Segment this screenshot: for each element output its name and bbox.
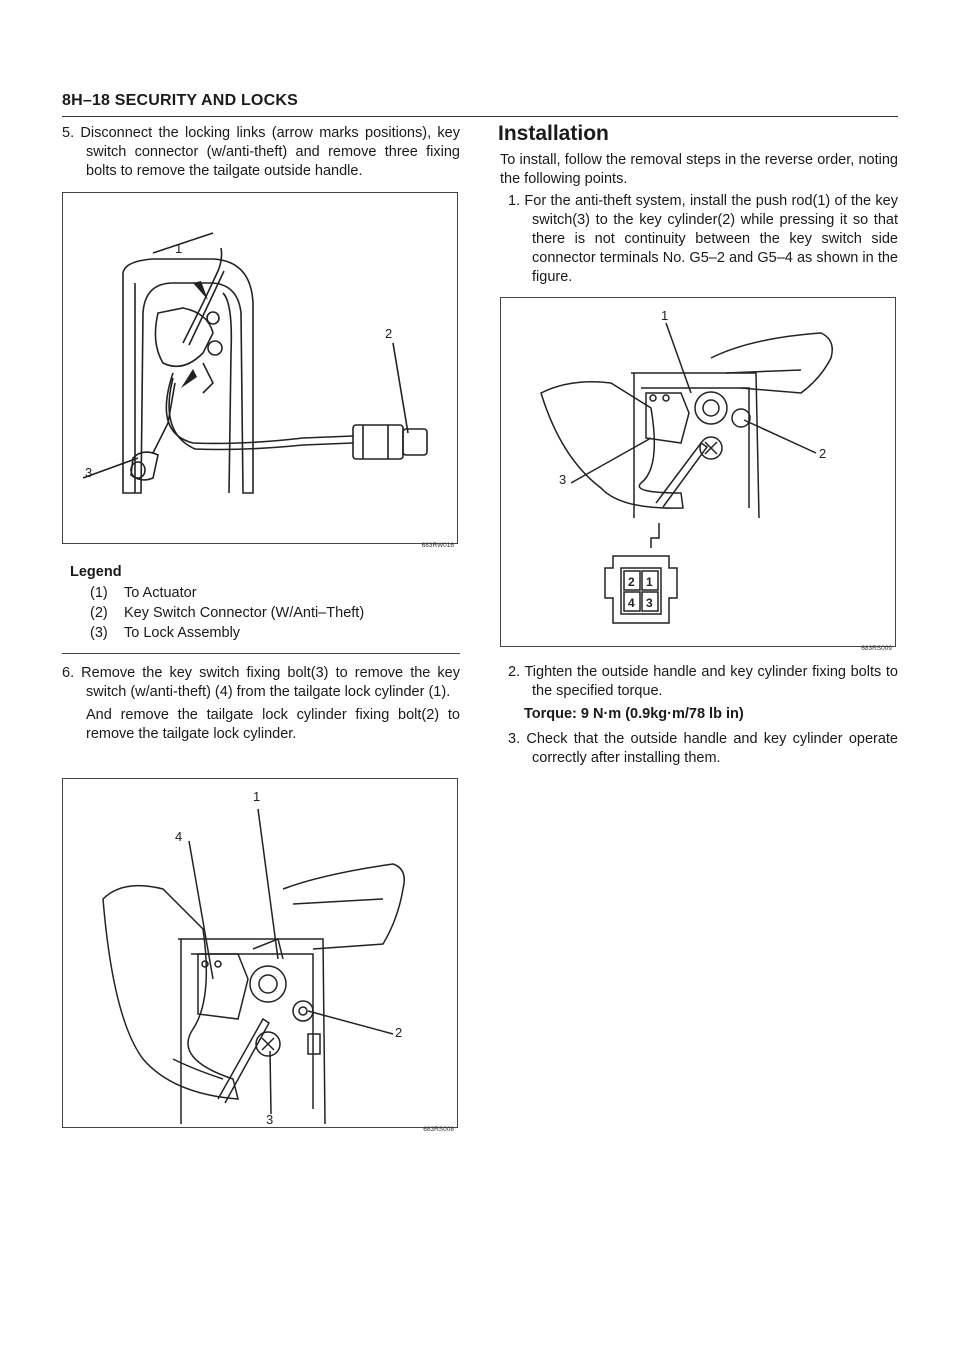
section-heading: Installation: [498, 122, 609, 145]
terminal-1: 1: [646, 575, 653, 589]
step-2: 2. Tighten the outside handle and key cylinder fixing bolts to the specified torque.: [508, 664, 898, 699]
callout-3: 3: [559, 472, 567, 487]
intro-text: To install, follow the removal steps in the reverse order, noting the following points.: [500, 152, 898, 187]
legend-item: (1) To Actuator: [90, 585, 197, 601]
step-5: 5. Disconnect the locking links (arrow marks positions), key switch connector (w/anti-theft) and remove three fixing bolts to remove the tailgate outside handle.: [62, 125, 460, 179]
page-header: 8H–18 SECURITY AND LOCKS: [62, 92, 298, 109]
torque-spec: Torque: 9 N·m (0.9kg·m/78 lb in): [524, 706, 744, 722]
terminal-2: 2: [628, 575, 635, 589]
legend: [62, 562, 460, 643]
callout-2: 2: [819, 446, 827, 461]
figure-code: 683RS008: [423, 1126, 454, 1133]
figure-key-switch-install: [500, 297, 896, 652]
legend-item: (2) Key Switch Connector (W/Anti–Theft): [90, 605, 365, 621]
callout-1: 1: [253, 789, 261, 804]
right-column: [500, 124, 898, 771]
step-6: 6. Remove the key switch fixing bolt(3) to remove the key switch (w/anti-theft) (4) from the tailgate lock cylinder (1).: [62, 665, 460, 700]
figure-code: 683RW016: [421, 542, 454, 549]
handle-illustration: [63, 193, 457, 543]
callout-3: 3: [85, 465, 93, 480]
callout-2: 2: [385, 326, 393, 341]
step-1: 1. For the anti-theft system, install the push rod(1) of the key switch(3) to the key cylinder(2) while pressing it so that there is not continuity between the key switch side connector terminals No. G5–2 and G5–4 as shown in the figure.: [508, 193, 898, 285]
key-switch-illustration: [63, 779, 457, 1127]
legend-title: Legend: [70, 564, 122, 580]
figure-outside-handle: [62, 192, 458, 549]
figure-code: 683RS009: [861, 645, 892, 652]
terminal-4: 4: [628, 596, 635, 610]
callout-4: 4: [175, 829, 183, 844]
figure-key-switch-removal: [62, 778, 458, 1133]
terminal-3: 3: [646, 596, 653, 610]
step-3: 3. Check that the outside handle and key cylinder operate correctly after installing them.: [508, 731, 898, 766]
legend-item: (3) To Lock Assembly: [90, 625, 241, 641]
callout-3: 3: [266, 1112, 274, 1127]
install-illustration: [501, 298, 895, 646]
header-rule: [62, 116, 898, 117]
callout-2: 2: [395, 1025, 403, 1040]
left-column: [62, 124, 460, 1133]
callout-1: 1: [175, 241, 183, 256]
callout-1: 1: [661, 308, 669, 323]
legend-rule: [62, 653, 460, 654]
step-6-continued: And remove the tailgate lock cylinder fixing bolt(2) to remove the tailgate lock cylinder.: [86, 707, 460, 742]
